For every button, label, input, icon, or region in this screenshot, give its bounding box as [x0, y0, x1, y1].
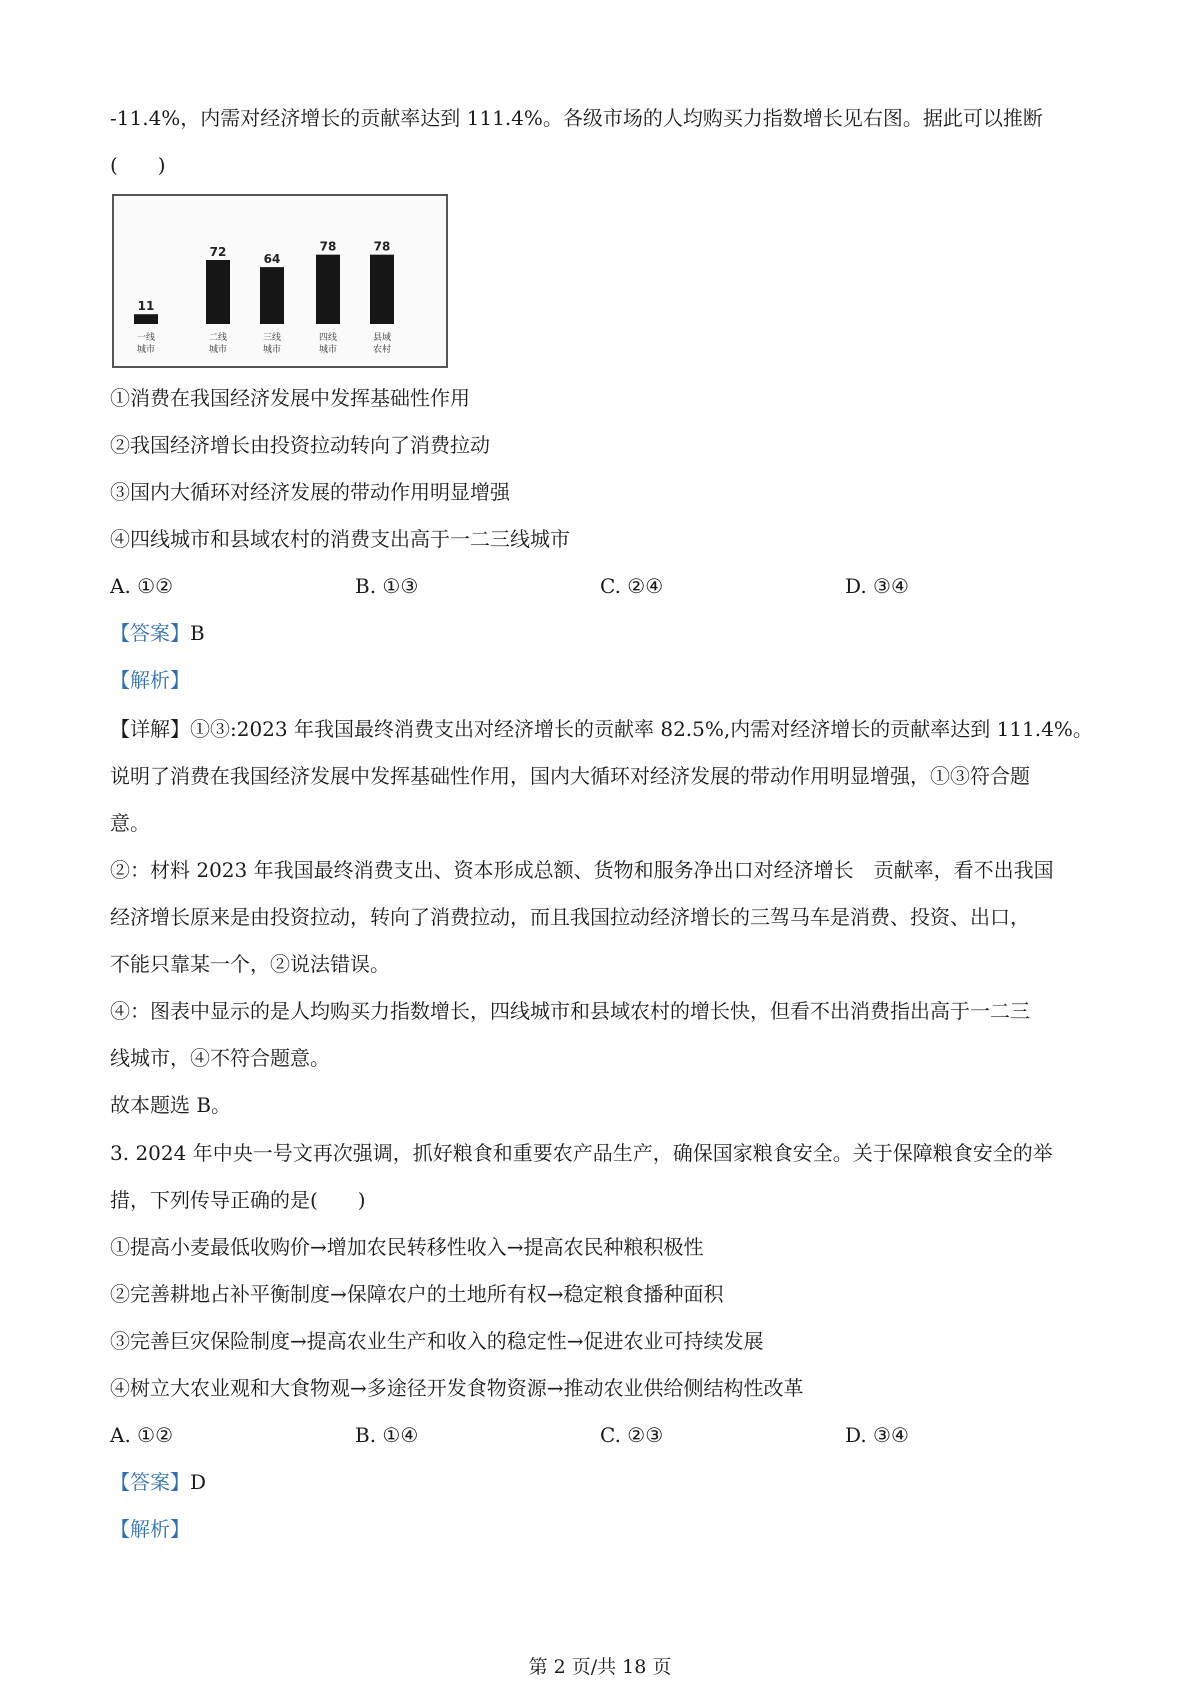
detail-line: 线城市，④不符合题意。: [110, 1046, 330, 1070]
detail-line: 不能只靠某一个，②说法错误。: [110, 952, 390, 976]
bar-5: [370, 255, 394, 324]
bar-2: [206, 260, 230, 324]
page-footer: 第 2 页/共 18 页: [528, 1656, 672, 1678]
detail-text: ①③:2023 年我国最终消费支出对经济增长的贡献率 82.5%,内需对经济增长的贡献率达到 111.4%。: [190, 717, 1093, 741]
bar-value-label: 78: [319, 239, 337, 254]
option-a: A. ①②: [110, 574, 174, 598]
analysis-tag: 【解析】: [110, 1517, 190, 1541]
category-label: 城市: [318, 345, 338, 355]
option-c: C. ②③: [600, 1423, 664, 1447]
bar-value-label: 72: [209, 245, 227, 259]
detail-line: 意。: [110, 811, 150, 835]
category-label: 二线: [208, 333, 228, 343]
analysis-tag: 【解析】: [110, 668, 190, 692]
category-label: 三线: [262, 333, 282, 343]
category-label: 城市: [262, 345, 282, 355]
question-bracket: ( ): [110, 153, 166, 177]
answer-line: [110, 618, 205, 648]
answer-value: D: [190, 1470, 207, 1494]
answer-tag: 【答案】: [110, 621, 190, 645]
statement-2: ②我国经济增长由投资拉动转向了消费拉动: [110, 433, 490, 457]
bar-chart-svg: [114, 196, 446, 366]
category-label: 城市: [208, 345, 228, 355]
option-d: D. ③④: [845, 574, 909, 598]
detail-line: 说明了消费在我国经济发展中发挥基础性作用，国内大循环对经济发展的带动作用明显增强，①③符合题: [110, 764, 1030, 788]
statement-1: ①提高小麦最低收购价→增加农民转移性收入→提高农民种粮积极性: [110, 1235, 704, 1259]
bar-value-label: 11: [137, 299, 155, 314]
category-label: 四线: [318, 333, 338, 343]
statement-1: ①消费在我国经济发展中发挥基础性作用: [110, 386, 470, 410]
detail-line: 经济增长原来是由投资拉动，转向了消费拉动，而且我国拉动经济增长的三驾马车是消费、投资、出口，: [110, 905, 1030, 929]
bar-3: [260, 267, 284, 324]
option-d: D. ③④: [845, 1423, 909, 1447]
statement-2: ②完善耕地占补平衡制度→保障农户的土地所有权→稳定粮食播种面积: [110, 1282, 724, 1306]
bar-value-label: 64: [263, 252, 281, 267]
question-3-stem: 3. 2024 年中央一号文再次强调，抓好粮食和重要农产品生产，确保国家粮食安全。关于保障粮食安全的举: [110, 1141, 1053, 1165]
bar-4: [316, 255, 340, 324]
statement-3: ③国内大循环对经济发展的带动作用明显增强: [110, 480, 510, 504]
detail-line: ②：材料 2023 年我国最终消费支出、资本形成总额、货物和服务净出口对经济增长 贡献率，看不出我国: [110, 858, 1054, 882]
option-b: B. ①④: [355, 1423, 419, 1447]
statement-4: ④四线城市和县域农村的消费支出高于一二三线城市: [110, 527, 570, 551]
detail-line: [110, 714, 1093, 744]
bar-1: [134, 314, 158, 324]
detail-line: 故本题选 B。: [110, 1093, 232, 1117]
option-a: A. ①②: [110, 1423, 174, 1447]
category-label: 县域: [372, 333, 392, 343]
statement-4: ④树立大农业观和大食物观→多途径开发食物资源→推动农业供给侧结构性改革: [110, 1376, 804, 1400]
question-3-stem: 措，下列传导正确的是( ): [110, 1188, 366, 1212]
detail-tag: 【详解】: [110, 717, 190, 741]
bar-value-label: 78: [373, 239, 391, 254]
answer-tag: 【答案】: [110, 1470, 190, 1494]
answer-line: [110, 1467, 206, 1497]
category-label: 城市: [136, 345, 156, 355]
option-b: B. ①③: [355, 574, 419, 598]
category-label: 一线: [136, 333, 156, 343]
category-label: 农村: [372, 345, 392, 355]
detail-line: ④：图表中显示的是人均购买力指数增长，四线城市和县域农村的增长快，但看不出消费指出高于一二三: [110, 999, 1030, 1023]
bar-chart: [112, 194, 448, 368]
statement-3: ③完善巨灾保险制度→提高农业生产和收入的稳定性→促进农业可持续发展: [110, 1329, 764, 1353]
paragraph-line: -11.4%，内需对经济增长的贡献率达到 111.4%。各级市场的人均购买力指数增长见右图。据此可以推断: [110, 106, 1043, 130]
answer-value: B: [190, 621, 205, 645]
option-c: C. ②④: [600, 574, 664, 598]
